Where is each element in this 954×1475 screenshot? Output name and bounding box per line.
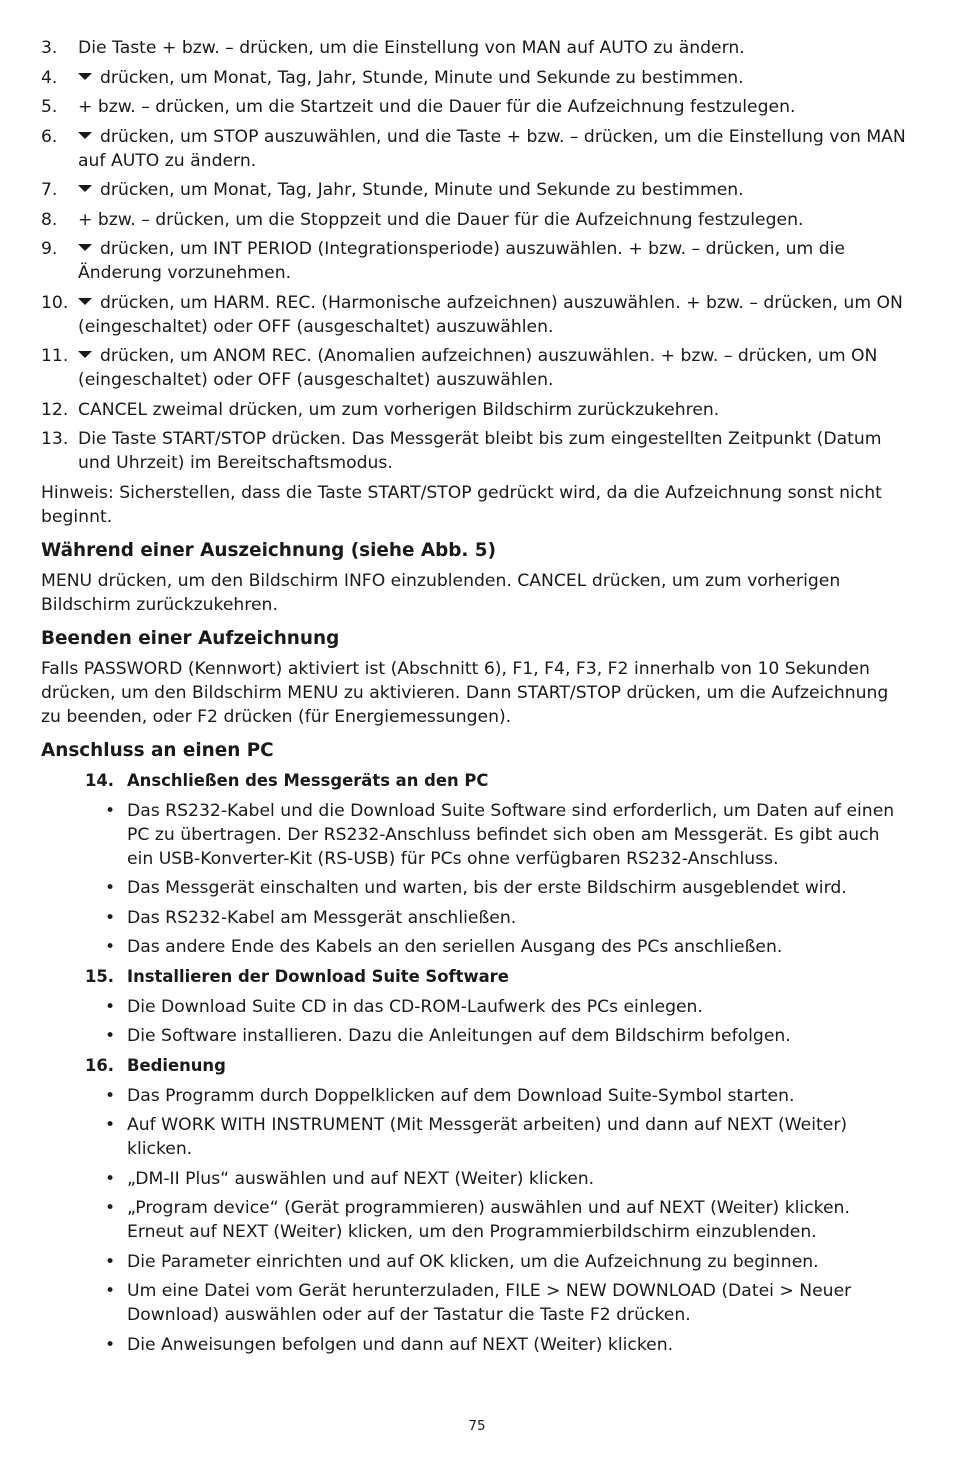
down-arrow-icon bbox=[78, 244, 92, 251]
bullet-item: • „DM-II Plus“ auswählen und auf NEXT (Weiter) klicken. bbox=[85, 1167, 911, 1191]
step-item bbox=[41, 208, 911, 232]
bullet-item: • Das RS232-Kabel und die Download Suite Software sind erforderlich, um Daten auf einen PC zu übertragen. Der RS232-Anschluss befindet sich oben am Messgerät. Es gibt auch ein USB-Konverter-Kit (RS-USB) für PCs ohne verfügbaren RS232-Anschluss. bbox=[85, 799, 911, 871]
bullet-item: • Auf WORK WITH INSTRUMENT (Mit Messgerät arbeiten) und dann auf NEXT (Weiter) klicken. bbox=[85, 1113, 911, 1161]
bullet-item: • Die Software installieren. Dazu die Anleitungen auf dem Bildschirm befolgen. bbox=[85, 1024, 911, 1048]
step-number: 4. bbox=[41, 67, 58, 88]
subsection-number: 16. bbox=[85, 1055, 115, 1075]
step-number: 8. bbox=[41, 209, 58, 230]
procedure-steps bbox=[41, 36, 911, 475]
heading-pc-connection: Anschluss an einen PC bbox=[41, 739, 274, 761]
page-number: 75 bbox=[468, 1418, 486, 1434]
pc-subsections bbox=[85, 769, 911, 1357]
step-item bbox=[41, 178, 911, 202]
down-arrow-icon bbox=[78, 298, 92, 305]
bullet-item: • „Program device“ (Gerät programmieren) auswählen und auf NEXT (Weiter) klicken. Erneut auf NEXT (Weiter) klicken, um den Programmierbildschirm einzublenden. bbox=[85, 1196, 911, 1244]
bullet-item: • Die Download Suite CD in das CD-ROM-Laufwerk des PCs einlegen. bbox=[85, 995, 911, 1019]
step-item bbox=[41, 95, 911, 119]
step-item bbox=[41, 344, 911, 392]
bullet-item: • Das RS232-Kabel am Messgerät anschließen. bbox=[85, 906, 911, 930]
step-text: Die Taste + bzw. – drücken, um die Einstellung von MAN auf AUTO zu ändern. bbox=[78, 38, 745, 58]
subsection-number: 14. bbox=[85, 770, 115, 790]
step-item bbox=[41, 427, 911, 475]
step-number: 11. bbox=[41, 346, 69, 366]
heading-end-recording: Beenden einer Aufzeichnung bbox=[41, 627, 340, 649]
subsection-title: Installieren der Download Suite Software bbox=[127, 966, 509, 986]
step-text: drücken, um Monat, Tag, Jahr, Stunde, Minute und Sekunde zu bestimmen. bbox=[100, 67, 744, 88]
end-recording-text: Falls PASSWORD (Kennwort) aktiviert ist (Abschnitt 6), F1, F4, F3, F2 innerhalb von 10 Sekunden drücken, um den Bildschirm MENU zu aktivieren. Dann START/STOP drücken, um die Aufzeichnung zu beenden, oder F2 drücken (für Energiemessungen). bbox=[41, 658, 889, 727]
bullet-item: • Die Parameter einrichten und auf OK klicken, um die Aufzeichnung zu beginnen. bbox=[85, 1250, 911, 1274]
document-page bbox=[41, 36, 911, 1362]
bullet-item: • Das andere Ende des Kabels an den seriellen Ausgang des PCs anschließen. bbox=[85, 935, 911, 959]
bullet-item: • Die Anweisungen befolgen und dann auf NEXT (Weiter) klicken. bbox=[85, 1333, 911, 1357]
step-text: + bzw. – drücken, um die Stoppzeit und die Dauer für die Aufzeichnung festzulegen. bbox=[78, 209, 804, 230]
step-number: 12. bbox=[41, 399, 69, 420]
down-arrow-icon bbox=[78, 132, 92, 139]
down-arrow-icon bbox=[78, 185, 92, 192]
step-item bbox=[41, 291, 911, 339]
step-text: drücken, um STOP auszuwählen, und die Taste + bzw. – drücken, um die Einstellung von MAN auf AUTO zu ändern. bbox=[78, 126, 906, 171]
step-number: 9. bbox=[41, 239, 58, 259]
subsection-title: Bedienung bbox=[127, 1055, 226, 1075]
bullet-item: • Um eine Datei vom Gerät herunterzuladen, FILE > NEW DOWNLOAD (Datei > Neuer Download) auswählen oder auf der Tastatur die Taste F2 drücken. bbox=[85, 1279, 911, 1327]
during-recording-text: MENU drücken, um den Bildschirm INFO einzublenden. CANCEL drücken, um zum vorherigen Bildschirm zurückzukehren. bbox=[41, 570, 841, 615]
bullet-list bbox=[85, 995, 911, 1049]
step-text: drücken, um Monat, Tag, Jahr, Stunde, Minute und Sekunde zu bestimmen. bbox=[100, 180, 744, 200]
step-item bbox=[41, 66, 911, 90]
step-text: CANCEL zweimal drücken, um zum vorherigen Bildschirm zurückzukehren. bbox=[78, 399, 720, 420]
bullet-item: • Das Messgerät einschalten und warten, bis der erste Bildschirm ausgeblendet wird. bbox=[85, 876, 911, 900]
subsection-heading bbox=[85, 1054, 911, 1078]
subsection-heading bbox=[85, 965, 911, 989]
note: Hinweis: Sicherstellen, dass die Taste START/STOP gedrückt wird, da die Aufzeichnung sonst nicht beginnt. bbox=[41, 482, 882, 527]
step-item bbox=[41, 398, 911, 422]
heading-during-recording: Während einer Auszeichnung (siehe Abb. 5) bbox=[41, 539, 496, 561]
step-item bbox=[41, 237, 911, 285]
step-number: 13. bbox=[41, 429, 69, 449]
down-arrow-icon bbox=[78, 351, 92, 358]
subsection-number: 15. bbox=[85, 966, 115, 986]
step-number: 7. bbox=[41, 180, 58, 200]
step-text: Die Taste START/STOP drücken. Das Messgerät bleibt bis zum eingestellten Zeitpunkt (Datum und Uhrzeit) im Bereitschaftsmodus. bbox=[78, 429, 882, 473]
step-text: drücken, um ANOM REC. (Anomalien aufzeichnen) auszuwählen. + bzw. – drücken, um ON (eingeschaltet) oder OFF (ausgeschaltet) auszuwählen. bbox=[78, 346, 878, 390]
step-number: 5. bbox=[41, 97, 58, 117]
subsection-title: Anschließen des Messgeräts an den PC bbox=[127, 770, 489, 790]
step-number: 3. bbox=[41, 38, 58, 58]
bullet-list bbox=[85, 799, 911, 960]
step-number: 6. bbox=[41, 126, 58, 147]
bullet-list bbox=[85, 1084, 911, 1357]
step-item bbox=[41, 125, 911, 173]
subsection-heading bbox=[85, 769, 911, 793]
step-item bbox=[41, 36, 911, 60]
step-text: drücken, um HARM. REC. (Harmonische aufzeichnen) auszuwählen. + bzw. – drücken, um ON (eingeschaltet) oder OFF (ausgeschaltet) auszuwählen. bbox=[78, 292, 903, 337]
bullet-item: • Das Programm durch Doppelklicken auf dem Download Suite-Symbol starten. bbox=[85, 1084, 911, 1108]
down-arrow-icon bbox=[78, 73, 92, 80]
step-text: drücken, um INT PERIOD (Integrationsperiode) auszuwählen. + bzw. – drücken, um die Änderung vorzunehmen. bbox=[78, 239, 845, 283]
step-number: 10. bbox=[41, 292, 69, 313]
step-text: + bzw. – drücken, um die Startzeit und die Dauer für die Aufzeichnung festzulegen. bbox=[78, 97, 796, 117]
